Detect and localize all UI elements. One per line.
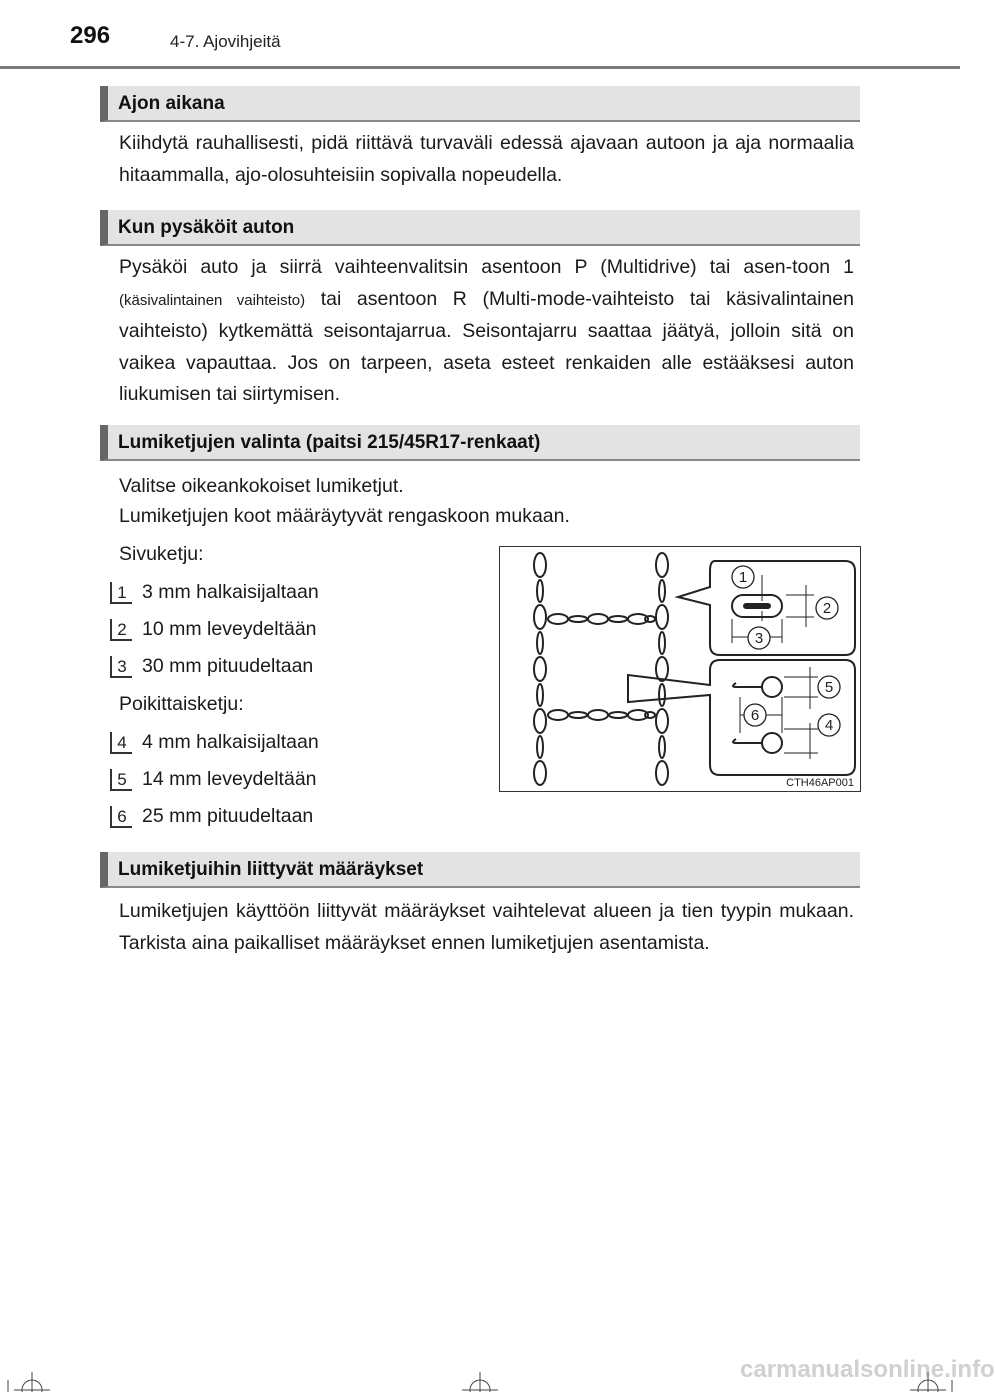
page-number: 296 [70, 22, 111, 49]
figure-callout-6: 6 [750, 707, 760, 724]
list-item-number: 2 [110, 619, 132, 641]
watermark: carmanualsonline.info [740, 1356, 995, 1383]
section-heading-chains [100, 425, 860, 461]
section-heading-regulations-label: Lumiketjuihin liittyvät määräykset [118, 859, 424, 880]
section-heading-regulations [100, 852, 860, 888]
figure-code: CTH46AP001 [786, 777, 854, 789]
header-rule [0, 66, 960, 69]
list-item-text: 25 mm pituudeltaan [142, 805, 314, 827]
section-heading-parking-label: Kun pysäköit auton [118, 217, 295, 238]
list-item [110, 618, 317, 644]
list-item-text: 30 mm pituudeltaan [142, 655, 314, 677]
cross-chain-label: Poikittaisketju: [119, 693, 244, 715]
driving-paragraph: Kiihdytä rauhallisesti, pidä riittävä turvaväli edessä ajavaan autoon ja aja normaalia hitaammalla, ajo-olosuhteisiin sopivalla nopeudella. [119, 132, 854, 186]
figure-callout-4: 4 [824, 717, 834, 734]
section-heading-driving-label: Ajon aikana [118, 93, 225, 114]
list-item-number: 6 [110, 806, 132, 828]
parking-text-small: (käsivalintainen vaihteisto) [119, 291, 306, 309]
list-item [110, 768, 317, 794]
list-item-number: 1 [110, 582, 132, 604]
list-item-number: 3 [110, 656, 132, 678]
list-item-text: 4 mm halkaisijaltaan [142, 731, 319, 753]
snow-chain-figure [499, 546, 861, 792]
list-item-number: 5 [110, 769, 132, 791]
list-item-text: 14 mm leveydeltään [142, 768, 317, 790]
chapter-title: 4-7. Ajovihjeitä [170, 32, 281, 51]
list-item-text: 3 mm halkaisijaltaan [142, 581, 319, 603]
chains-line-2: Lumiketjujen koot määräytyvät rengaskoon mukaan. [119, 505, 570, 527]
parking-paragraph [119, 252, 854, 411]
list-item [110, 805, 313, 831]
section-heading-driving [100, 86, 860, 122]
chains-line-1: Valitse oikeankokoiset lumiketjut. [119, 475, 404, 497]
parking-text-b: tai asentoon R (Multi-mode-vaihteisto tai käsivalintainen vaihteisto) kytkemättä seisontajarrua. Seisontajarru saattaa jäätyä, jolloin sitä on vaikea vapauttaa. Jos on tarpeen, aseta esteet renkaiden alle estääksesi auton liukumisen tai siirtymisen. [119, 287, 855, 405]
figure-callout-1: 1 [738, 569, 748, 586]
figure-callout-5: 5 [824, 679, 834, 696]
list-item-text: 10 mm leveydeltään [142, 618, 317, 640]
list-item [110, 581, 319, 607]
list-item [110, 731, 319, 757]
side-chain-label: Sivuketju: [119, 543, 204, 565]
list-item [110, 655, 313, 681]
list-item-number: 4 [110, 732, 132, 754]
figure-callout-3: 3 [754, 630, 764, 647]
regulations-paragraph: Lumiketjujen käyttöön liittyvät määräykset vaihtelevat alueen ja tien tyypin mukaan. Tarkista aina paikalliset määräykset ennen lumiketjujen asentamista. [119, 900, 854, 954]
parking-text-a: Pysäköi auto ja siirrä vaihteenvalitsin asentoon P (Multidrive) tai asen-toon 1 [119, 256, 854, 278]
figure-callout-2: 2 [822, 600, 832, 617]
snow-chain-illustration [500, 547, 859, 790]
section-heading-chains-label: Lumiketjujen valinta (paitsi 215/45R17-renkaat) [118, 432, 541, 453]
section-heading-parking [100, 210, 860, 246]
